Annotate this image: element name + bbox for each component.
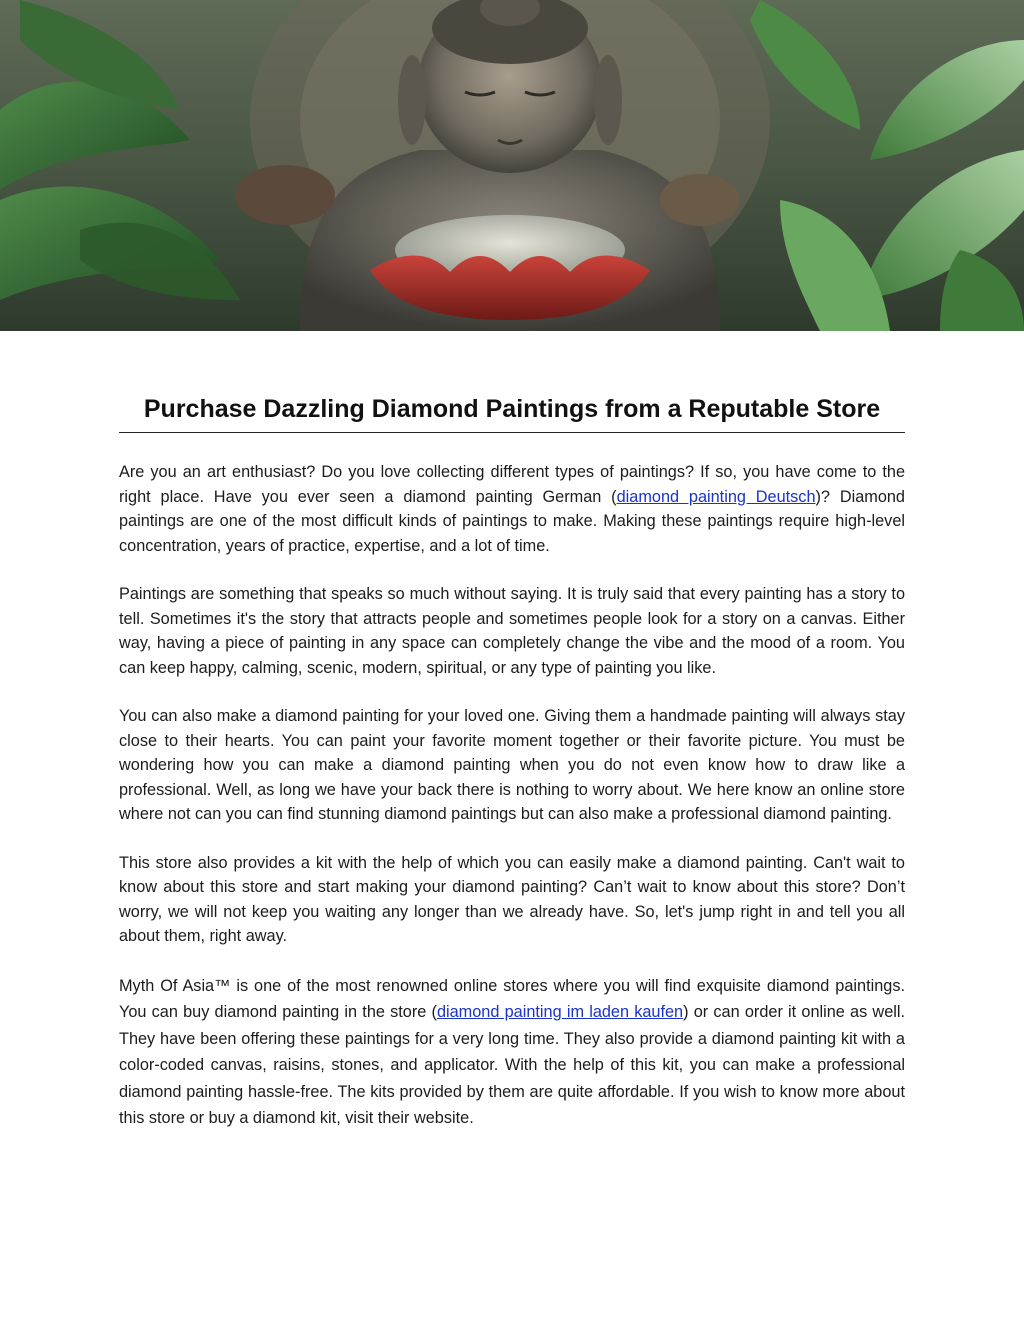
buddha-statue-image [0, 0, 1024, 331]
paragraph-2: Paintings are something that speaks so much without saying. It is truly said that every painting has a story to tell. Sometimes it's the story that attracts people and sometimes people look for a story on a canvas. Either way, having a piece of painting in any space can completely change the vibe and the mood of a room. You can keep happy, calming, scenic, modern, spiritual, or any type of painting you like. [119, 585, 905, 677]
paragraph-4: This store also provides a kit with the help of which you can easily make a diamond painting. Can't wait to know about this store and start making your diamond painting? Can’t wait to know about this store? Don’t worry, we will not keep you waiting any longer than we already have. So, let's jump right in and tell you all about them, right away. [119, 853, 905, 945]
paragraph-1-text-after: )? Diamond paintings are one of the most difficult kinds of paintings to make. Making these paintings require high-level concentration, years of practice, expertise, and a lot of time. [119, 487, 905, 555]
paragraph-1 [119, 460, 905, 558]
article [119, 390, 905, 1132]
paragraph-5-text-before: Myth Of Asia™ is one of the most renowned online stores where you will find exquisite diamond paintings. You can buy diamond painting in the store ( [119, 976, 905, 1021]
page-title: Purchase Dazzling Diamond Paintings from a Reputable Store [119, 390, 905, 433]
paragraph-5-text-after: ) or can order it online as well. They have been offering these paintings for a very long time. They also provide a diamond painting kit with a color-coded canvas, raisins, stones, and applicator. With the help of this kit, you can make a professional diamond painting hassle-free. The kits provided by them are quite affordable. If you wish to know more about this store or buy a diamond kit, visit their website. [119, 1003, 906, 1127]
diamond-painting-im-laden-kaufen-link[interactable]: diamond painting im laden kaufen [436, 1003, 684, 1021]
paragraph-5 [119, 973, 905, 1132]
hero-image [0, 0, 1024, 331]
diamond-painting-deutsch-link[interactable]: diamond painting Deutsch [616, 487, 816, 506]
paragraph-3: You can also make a diamond painting for your loved one. Giving them a handmade painting will always stay close to their hearts. You can paint your favorite moment together or their favorite picture. You must be wondering how you can make a diamond painting when you do not even know how to draw like a professional. Well, as long we have your back there is nothing to worry about. We here know an online store where not can you can find stunning diamond paintings but can also make a professional diamond painting. [119, 707, 905, 823]
paragraph-1-text-before: Are you an art enthusiast? Do you love collecting different types of paintings? If so, you have come to the right place. Have you ever seen a diamond painting German ( [119, 463, 905, 506]
